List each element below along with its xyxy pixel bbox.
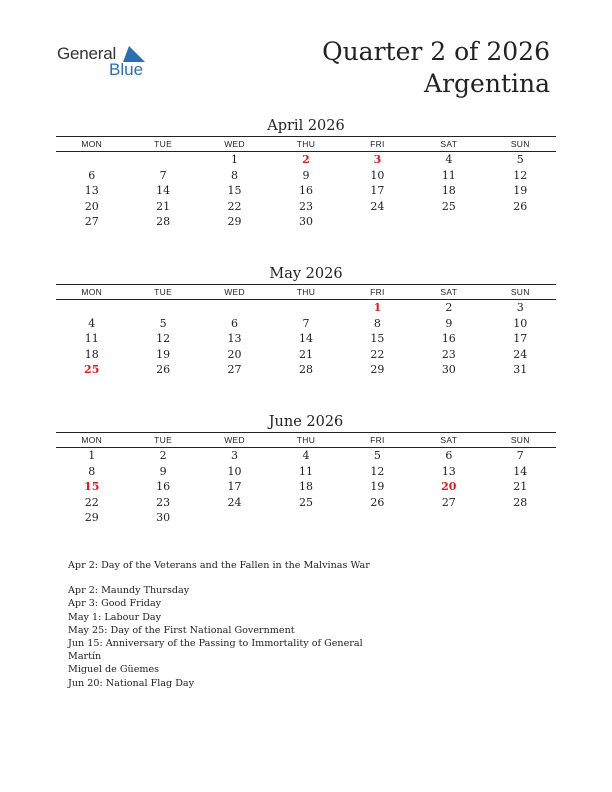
weekday-header: FRI [342,433,413,448]
holiday-day-cell: 20 [441,480,457,494]
day-cell: 24 [227,495,242,509]
weekday-header: WED [199,433,270,448]
day-cell: 29 [370,363,385,377]
day-cell: 24 [370,199,385,213]
empty-day-cell [270,300,341,316]
day-cell: 29 [84,511,99,525]
note-line: May 1: Labour Day [68,611,162,623]
day-cell: 2 [159,449,167,463]
day-cell: 10 [370,168,385,182]
day-cell: 22 [370,347,385,361]
week-row [56,300,556,316]
weekday-header: FRI [342,137,413,152]
weekday-header: WED [199,285,270,300]
day-cell: 7 [159,168,167,182]
day-cell: 9 [302,168,310,182]
weekday-header: SAT [413,285,484,300]
day-cell: 27 [84,215,99,229]
month-title: May 2026 [269,266,343,282]
empty-day-cell [485,214,556,230]
day-cell: 15 [227,184,242,198]
empty-day-cell [199,510,270,526]
holiday-day-cell: 3 [373,153,382,167]
week-row [56,495,556,511]
weekday-header: SUN [485,285,556,300]
day-cell: 25 [298,495,313,509]
day-cell: 4 [445,153,453,167]
day-cell: 31 [513,363,528,377]
day-cell: 11 [298,464,313,478]
week-row [56,152,556,168]
day-cell: 13 [227,332,242,346]
day-cell: 27 [227,363,242,377]
note-line: Jun 15: Anniversary of the Passing to Immortality of General Martín [68,638,363,663]
weekday-header: MON [56,137,127,152]
day-cell: 5 [516,153,524,167]
day-cell: 23 [156,495,171,509]
day-cell: 21 [298,347,313,361]
day-cell: 9 [159,464,167,478]
day-cell: 12 [513,168,528,182]
day-cell: 4 [302,449,310,463]
empty-day-cell [56,300,127,316]
day-cell: 17 [370,184,385,198]
day-cell: 1 [231,153,239,167]
day-cell: 14 [298,332,313,346]
notes-group-holidays [68,584,398,690]
day-cell: 8 [373,316,381,330]
week-row [56,362,556,378]
day-cell: 19 [513,184,528,198]
day-cell: 4 [88,316,96,330]
day-cell: 1 [88,449,96,463]
day-cell: 17 [513,332,528,346]
weekday-header-row [56,285,556,300]
day-cell: 6 [231,316,239,330]
day-cell: 18 [84,347,99,361]
day-cell: 9 [445,316,453,330]
weekday-header: SUN [485,433,556,448]
empty-day-cell [342,510,413,526]
week-row [56,168,556,184]
logo-word-general: General [57,44,117,63]
empty-day-cell [342,214,413,230]
month-title: June 2026 [268,414,344,430]
empty-day-cell [270,510,341,526]
page-title [322,36,550,100]
holiday-notes [68,559,398,690]
day-cell: 11 [441,168,456,182]
week-row [56,199,556,215]
day-cell: 12 [156,332,171,346]
generalblue-logo [57,44,157,80]
day-cell: 15 [370,332,385,346]
day-cell: 10 [227,464,242,478]
day-cell: 21 [513,480,528,494]
week-row [56,347,556,363]
day-cell: 17 [227,480,242,494]
week-row [56,331,556,347]
title-quarter: Quarter 2 of 2026 [322,37,550,66]
day-cell: 29 [227,215,242,229]
weekday-header: TUE [127,285,198,300]
day-cell: 3 [516,301,524,315]
calendar-grid [56,284,556,378]
holiday-day-cell: 1 [373,301,382,315]
day-cell: 30 [298,215,313,229]
week-row [56,214,556,230]
holiday-day-cell: 2 [302,153,310,167]
day-cell: 21 [156,199,171,213]
empty-day-cell [127,300,198,316]
month-calendar-april [56,116,556,230]
day-cell: 23 [441,347,456,361]
day-cell: 20 [227,347,242,361]
note-line: Apr 3: Good Friday [68,598,162,610]
weekday-header-row [56,433,556,448]
month-calendar-june [56,412,556,526]
day-cell: 20 [84,199,99,213]
empty-day-cell [413,214,484,230]
day-cell: 3 [231,449,239,463]
calendar-grid [56,136,556,230]
day-cell: 14 [156,184,171,198]
weekday-header: SAT [413,433,484,448]
week-row [56,510,556,526]
day-cell: 7 [302,316,310,330]
day-cell: 28 [513,495,528,509]
week-row [56,464,556,480]
day-cell: 30 [441,363,456,377]
month-calendar-may [56,264,556,378]
note-line: Apr 2: Day of the Veterans and the Fallen in the Malvinas War [68,560,370,571]
day-cell: 23 [298,199,313,213]
note-line: Miguel de Güemes [68,664,160,676]
day-cell: 2 [445,301,453,315]
day-cell: 19 [370,480,385,494]
weekday-header: TUE [127,137,198,152]
day-cell: 26 [370,495,385,509]
month-title: April 2026 [267,118,345,134]
weekday-header: MON [56,433,127,448]
week-row [56,316,556,332]
week-row [56,479,556,495]
day-cell: 26 [513,199,528,213]
weekday-header: FRI [342,285,413,300]
weekday-header: MON [56,285,127,300]
weekday-header: THU [270,285,341,300]
day-cell: 18 [298,480,313,494]
note-line: Jun 20: National Flag Day [68,677,195,689]
empty-day-cell [127,152,198,168]
weekday-header: SUN [485,137,556,152]
day-cell: 16 [441,332,456,346]
day-cell: 8 [88,464,96,478]
empty-day-cell [485,510,556,526]
day-cell: 5 [159,316,167,330]
holiday-day-cell: 25 [84,363,100,377]
day-cell: 30 [156,511,171,525]
empty-day-cell [56,152,127,168]
day-cell: 13 [441,464,456,478]
day-cell: 26 [156,363,171,377]
day-cell: 11 [84,332,99,346]
day-cell: 14 [513,464,528,478]
note-line: May 25: Day of the First National Government [68,624,295,636]
calendar-grid [56,432,556,526]
day-cell: 28 [298,363,313,377]
empty-day-cell [413,510,484,526]
day-cell: 18 [441,184,456,198]
logo-word-blue: Blue [109,60,144,79]
weekday-header: THU [270,433,341,448]
day-cell: 28 [156,215,171,229]
holiday-day-cell: 15 [84,480,100,494]
day-cell: 16 [156,480,171,494]
weekday-header: THU [270,137,341,152]
day-cell: 12 [370,464,385,478]
day-cell: 25 [441,199,456,213]
notes-group-observances [68,559,398,572]
day-cell: 7 [516,449,524,463]
day-cell: 16 [298,184,313,198]
weekday-header-row [56,137,556,152]
title-country: Argentina [424,69,550,98]
day-cell: 19 [156,347,171,361]
weekday-header: SAT [413,137,484,152]
day-cell: 27 [441,495,456,509]
day-cell: 22 [227,199,242,213]
day-cell: 6 [88,168,96,182]
day-cell: 6 [445,449,453,463]
day-cell: 24 [513,347,528,361]
day-cell: 22 [84,495,99,509]
weekday-header: TUE [127,433,198,448]
note-line: Apr 2: Maundy Thursday [68,585,190,597]
day-cell: 5 [373,449,381,463]
week-row [56,448,556,464]
day-cell: 13 [84,184,99,198]
empty-day-cell [199,300,270,316]
day-cell: 8 [231,168,239,182]
week-row [56,183,556,199]
weekday-header: WED [199,137,270,152]
day-cell: 10 [513,316,528,330]
